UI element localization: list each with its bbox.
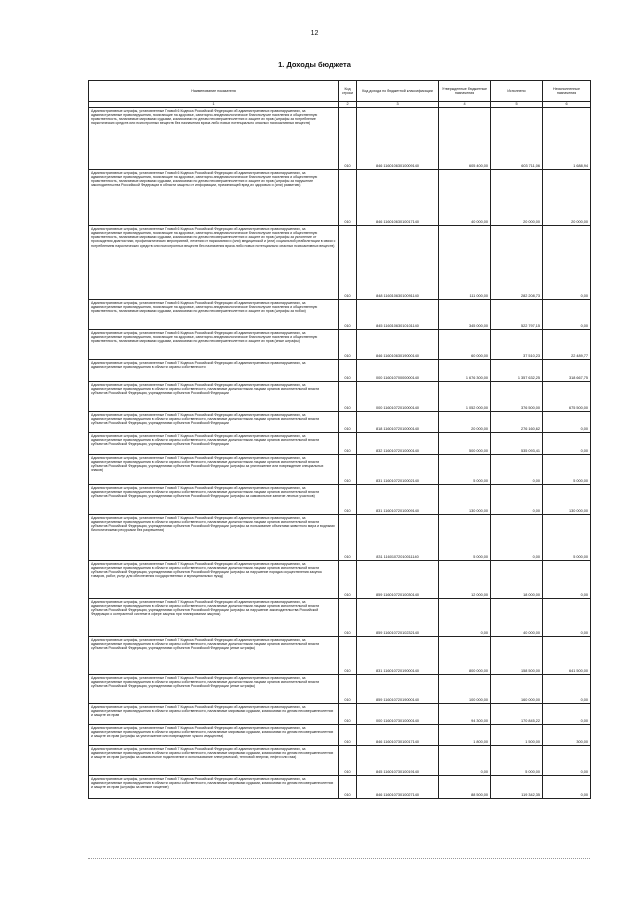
table-row xyxy=(89,382,591,412)
row-executed-cell: 20 000,00 xyxy=(491,170,543,226)
row-classification-code-cell: 831 11601072010011140 xyxy=(357,515,439,561)
row-classification-code-cell: 846 11601063010009140 xyxy=(357,108,439,170)
table-row xyxy=(89,170,591,226)
row-classification-code-cell: 831 11601072010002140 xyxy=(357,455,439,485)
row-unexecuted-cell: 5 000,00 xyxy=(543,515,591,561)
row-line-code-cell: 010 xyxy=(339,433,357,455)
row-classification-code-cell: 859 11601072010232140 xyxy=(357,599,439,637)
row-unexecuted-cell: 0,00 xyxy=(543,675,591,704)
row-name-cell: Административные штрафы, установленные Главой 7 Кодекса Российской Федерации об административных правонарушениях, за административные правонарушения в области охраны собственности, налагаемые должностными лицами органов исполнительной власти субъектов Российской Федерации, учреждениями субъектов Российской Федерации xyxy=(89,433,339,455)
header-line-code: Код строки xyxy=(339,81,357,102)
row-line-code-cell: 010 xyxy=(339,515,357,561)
row-approved-cell: 0,00 xyxy=(439,599,491,637)
row-executed-cell: 0,00 xyxy=(491,455,543,485)
table-row xyxy=(89,725,591,746)
row-executed-cell: 5 000,00 xyxy=(491,746,543,776)
row-approved-cell: 94 300,00 xyxy=(439,704,491,725)
table-row xyxy=(89,704,591,725)
table-row xyxy=(89,599,591,637)
row-unexecuted-cell: 1 688,94 xyxy=(543,108,591,170)
table-row xyxy=(89,300,591,330)
row-classification-code-cell: 859 11601072010030140 xyxy=(357,561,439,599)
row-executed-cell: 276 160,62 xyxy=(491,412,543,433)
row-classification-code-cell: 000 11601070000000140 xyxy=(357,360,439,382)
row-executed-cell: 0,00 xyxy=(491,485,543,515)
page-number: 12 xyxy=(310,30,319,37)
column-number: 1 xyxy=(89,102,339,108)
row-executed-cell: 603 711,06 xyxy=(491,108,543,170)
row-classification-code-cell: 846 11601063010017140 xyxy=(357,170,439,226)
revenue-table xyxy=(88,80,591,799)
row-line-code-cell: 010 xyxy=(339,382,357,412)
row-executed-cell: 376 500,00 xyxy=(491,382,543,412)
row-executed-cell: 119 342,35 xyxy=(491,776,543,799)
row-unexecuted-cell: 0,00 xyxy=(543,704,591,725)
row-name-cell: Административные штрафы, установленные Главой 6 Кодекса Российской Федерации об административных правонарушениях, за административные правонарушения, посягающие на здоровье, санитарно-эпидемиологическое благополучие населения и общественную нравственность, налагаемые мировыми судьями, комиссиями по делам несовершеннолетних и защите их прав (иные штрафы) xyxy=(89,330,339,360)
column-number: 3 xyxy=(357,102,439,108)
row-executed-cell: 40 000,00 xyxy=(491,599,543,637)
row-approved-cell: 1 676 300,00 xyxy=(439,360,491,382)
row-line-code-cell: 010 xyxy=(339,675,357,704)
row-classification-code-cell: 859 11601072019000140 xyxy=(357,675,439,704)
page-bottom-rule xyxy=(88,858,590,859)
row-name-cell: Административные штрафы, установленные Главой 7 Кодекса Российской Федерации об административных правонарушениях, за административные правонарушения в области охраны собственности, налагаемые должностными лицами органов исполнительной власти субъектов Российской Федерации, учреждениями субъектов Российской Федерации (штрафы за пользование объектами животного мира и водными биологическими ресурсами без разрешения) xyxy=(89,515,339,561)
table-row xyxy=(89,675,591,704)
row-approved-cell: 111 000,00 xyxy=(439,226,491,300)
row-executed-cell: 160 000,00 xyxy=(491,675,543,704)
row-line-code-cell: 010 xyxy=(339,485,357,515)
row-approved-cell: 605 400,00 xyxy=(439,108,491,170)
column-number: 4 xyxy=(439,102,491,108)
row-name-cell: Административные штрафы, установленные Главой 7 Кодекса Российской Федерации об административных правонарушениях, за административные правонарушения в области охраны собственности, налагаемые должностными лицами органов исполнительной власти субъектов Российской Федерации, учреждениями субъектов Российской Федерации xyxy=(89,412,339,433)
row-approved-cell: 800 000,00 xyxy=(439,637,491,675)
row-name-cell: Административные штрафы, установленные Главой 7 Кодекса Российской Федерации об административных правонарушениях, за административные правонарушения в области охраны собственности, налагаемые должностными лицами органов исполнительной власти субъектов Российской Федерации, учреждениями субъектов Российской Федерации xyxy=(89,382,339,412)
row-unexecuted-cell: 5 000,00 xyxy=(543,455,591,485)
table-row xyxy=(89,637,591,675)
row-line-code-cell: 010 xyxy=(339,725,357,746)
row-classification-code-cell: 846 11601063019000140 xyxy=(357,330,439,360)
row-unexecuted-cell: 641 500,00 xyxy=(543,637,591,675)
row-line-code-cell: 010 xyxy=(339,776,357,799)
row-name-cell: Административные штрафы, установленные Главой 7 Кодекса Российской Федерации об административных правонарушениях, за административные правонарушения в области охраны собственности, налагаемые должностными лицами органов исполнительной власти субъектов Российской Федерации, учреждениями субъектов Российской Федерации (штрафы за нарушение законодательства Российской Федерации о контрактной системе в сфере закупок при планировании закупок) xyxy=(89,599,339,637)
row-name-cell: Административные штрафы, установленные Главой 6 Кодекса Российской Федерации об административных правонарушениях, за административные правонарушения, посягающие на здоровье, санитарно-эпидемиологическое благополучие населения и общественную нравственность, налагаемые мировыми судьями, комиссиями по делам несовершеннолетних и защите их прав (штрафы за побои) xyxy=(89,300,339,330)
row-approved-cell: 5 000,00 xyxy=(439,515,491,561)
table-row xyxy=(89,561,591,599)
row-unexecuted-cell: 0,00 xyxy=(543,433,591,455)
row-classification-code-cell: 845 11601063010101140 xyxy=(357,300,439,330)
row-name-cell: Административные штрафы, установленные Главой 7 Кодекса Российской Федерации об административных правонарушениях, за административные правонарушения в области охраны собственности, налагаемые мировыми судьями, комиссиями по делам несовершеннолетних и защите их прав xyxy=(89,704,339,725)
row-name-cell: Административные штрафы, установленные Главой 7 Кодекса Российской Федерации об административных правонарушениях, за административные правонарушения в области охраны собственности, налагаемые мировыми судьями, комиссиями по делам несовершеннолетних и защите их прав (штрафы за мелкое хищение) xyxy=(89,776,339,799)
row-line-code-cell: 010 xyxy=(339,226,357,300)
row-name-cell: Административные штрафы, установленные Главой 7 Кодекса Российской Федерации об административных правонарушениях, за административные правонарушения в области охраны собственности, налагаемые должностными лицами органов исполнительной власти субъектов Российской Федерации, учреждениями субъектов Российской Федерации (штрафы за самовольное занятие лесных участков) xyxy=(89,485,339,515)
row-unexecuted-cell: 300,00 xyxy=(543,725,591,746)
header-budget-classification-code: Код дохода по бюджетной классификации xyxy=(357,81,439,102)
row-approved-cell: 60 000,00 xyxy=(439,330,491,360)
header-executed: Исполнено xyxy=(491,81,543,102)
table-row xyxy=(89,433,591,455)
row-unexecuted-cell: 318 667,75 xyxy=(543,360,591,382)
row-approved-cell: 0,00 xyxy=(439,746,491,776)
row-classification-code-cell: 818 11601072010000140 xyxy=(357,412,439,433)
row-unexecuted-cell: 0,00 xyxy=(543,746,591,776)
row-classification-code-cell: 846 11601073010017140 xyxy=(357,725,439,746)
row-line-code-cell: 010 xyxy=(339,704,357,725)
row-line-code-cell: 010 xyxy=(339,746,357,776)
row-name-cell: Административные штрафы, установленные Главой 7 Кодекса Российской Федерации об административных правонарушениях, за административные правонарушения в области охраны собственности xyxy=(89,360,339,382)
row-classification-code-cell: 831 11601072019000140 xyxy=(357,637,439,675)
row-approved-cell: 500 000,00 xyxy=(439,433,491,455)
table-row xyxy=(89,776,591,799)
table-row xyxy=(89,226,591,300)
row-line-code-cell: 010 xyxy=(339,300,357,330)
row-executed-cell: 158 500,00 xyxy=(491,637,543,675)
row-approved-cell: 1 800,00 xyxy=(439,725,491,746)
table-body xyxy=(89,108,591,799)
row-name-cell: Административные штрафы, установленные Главой 6 Кодекса Российской Федерации об административных правонарушениях, за административные правонарушения, посягающие на здоровье, санитарно-эпидемиологическое благополучие населения и общественную нравственность, налагаемые мировыми судьями, комиссиями по делам несовершеннолетних и защите их прав (штрафы за уклонение от прохождения диагностики, профилактических мероприятий, лечения от наркомании и (или) медицинской и (или) социальной реабилитации в связи с потреблением наркотических средств или психотропных веществ без назначения врача либо новых потенциально опасных психоактивных веществ) xyxy=(89,226,339,300)
row-approved-cell: 20 000,00 xyxy=(439,412,491,433)
row-executed-cell: 0,00 xyxy=(491,515,543,561)
table-row xyxy=(89,108,591,170)
header-approved-assignments: Утвержденные бюджетные назначения xyxy=(439,81,491,102)
row-classification-code-cell: 848 11601063010091140 xyxy=(357,226,439,300)
row-executed-cell: 1 357 632,25 xyxy=(491,360,543,382)
row-name-cell: Административные штрафы, установленные Главой 7 Кодекса Российской Федерации об административных правонарушениях, за административные правонарушения в области охраны собственности, налагаемые мировыми судьями, комиссиями по делам несовершеннолетних и защите их прав (штрафы за самовольное подключение и использование электрической, тепловой энергии, нефти или газа) xyxy=(89,746,339,776)
column-number: 2 xyxy=(339,102,357,108)
table-row xyxy=(89,330,591,360)
row-name-cell: Административные штрафы, установленные Главой 7 Кодекса Российской Федерации об административных правонарушениях, за административные правонарушения в области охраны собственности, налагаемые должностными лицами органов исполнительной власти субъектов Российской Федерации, учреждениями субъектов Российской Федерации (штрафы за уничтожение или повреждение специальных знаков) xyxy=(89,455,339,485)
row-approved-cell: 88 500,00 xyxy=(439,776,491,799)
row-approved-cell: 5 000,00 xyxy=(439,455,491,485)
row-name-cell: Административные штрафы, установленные Главой 7 Кодекса Российской Федерации об административных правонарушениях, за административные правонарушения в области охраны собственности, налагаемые должностными лицами органов исполнительной власти субъектов Российской Федерации, учреждениями субъектов Российской Федерации (штрафы за нарушение порядка осуществления закупок товаров, работ, услуг для обеспечения государственных и муниципальных нужд) xyxy=(89,561,339,599)
row-line-code-cell: 010 xyxy=(339,561,357,599)
row-line-code-cell: 010 xyxy=(339,360,357,382)
table-row xyxy=(89,746,591,776)
row-approved-cell: 1 052 000,00 xyxy=(439,382,491,412)
row-name-cell: Административные штрафы, установленные Главой 7 Кодекса Российской Федерации об административных правонарушениях, за административные правонарушения в области охраны собственности, налагаемые мировыми судьями, комиссиями по делам несовершеннолетних и защите их прав (штрафы за уничтожение или повреждение чужого имущества) xyxy=(89,725,339,746)
row-approved-cell: 40 000,00 xyxy=(439,170,491,226)
row-line-code-cell: 010 xyxy=(339,412,357,433)
row-approved-cell: 130 000,00 xyxy=(439,485,491,515)
row-approved-cell: 100 000,00 xyxy=(439,675,491,704)
table-row xyxy=(89,515,591,561)
row-classification-code-cell: 000 11601073010000140 xyxy=(357,704,439,725)
row-name-cell: Административные штрафы, установленные Главой 6 Кодекса Российской Федерации об административных правонарушениях, за административные правонарушения, посягающие на здоровье, санитарно-эпидемиологическое благополучие населения и общественную нравственность, налагаемые мировыми судьями, комиссиями по делам несовершеннолетних и защите их прав (штрафы за нарушение законодательства Российской Федерации в области защиты от информации, причиняющей вред их здоровью и (или) развитию) xyxy=(89,170,339,226)
row-unexecuted-cell: 675 500,00 xyxy=(543,382,591,412)
row-executed-cell: 18 000,00 xyxy=(491,561,543,599)
row-name-cell: Административные штрафы, установленные Главой 7 Кодекса Российской Федерации об административных правонарушениях, за административные правонарушения в области охраны собственности, налагаемые должностными лицами органов исполнительной власти субъектов Российской Федерации, учреждениями субъектов Российской Федерации (иные штрафы) xyxy=(89,637,339,675)
section-title: 1. Доходы бюджета xyxy=(278,60,351,69)
table-row xyxy=(89,485,591,515)
row-line-code-cell: 010 xyxy=(339,108,357,170)
table-row xyxy=(89,412,591,433)
row-classification-code-cell: 845 11601073010019140 xyxy=(357,746,439,776)
table-row xyxy=(89,360,591,382)
row-unexecuted-cell: 0,00 xyxy=(543,776,591,799)
row-unexecuted-cell: 130 000,00 xyxy=(543,485,591,515)
row-classification-code-cell: 831 11601072010009140 xyxy=(357,485,439,515)
row-line-code-cell: 010 xyxy=(339,330,357,360)
row-approved-cell: 12 000,00 xyxy=(439,561,491,599)
row-classification-code-cell: 846 11601073010027140 xyxy=(357,776,439,799)
column-number: 6 xyxy=(543,102,591,108)
row-line-code-cell: 010 xyxy=(339,637,357,675)
row-unexecuted-cell: 0,00 xyxy=(543,300,591,330)
table-row xyxy=(89,455,591,485)
row-unexecuted-cell: 20 000,00 xyxy=(543,170,591,226)
table-header-row xyxy=(89,81,591,102)
row-executed-cell: 1 500,00 xyxy=(491,725,543,746)
row-executed-cell: 522 797,15 xyxy=(491,300,543,330)
row-classification-code-cell: 832 11601072010000140 xyxy=(357,433,439,455)
row-unexecuted-cell: 0,00 xyxy=(543,226,591,300)
header-indicator-name: Наименование показателя xyxy=(89,81,339,102)
row-name-cell: Административные штрафы, установленные Главой 7 Кодекса Российской Федерации об административных правонарушениях, за административные правонарушения в области охраны собственности, налагаемые должностными лицами органов исполнительной власти субъектов Российской Федерации, учреждениями субъектов Российской Федерации (иные штрафы) xyxy=(89,675,339,704)
header-unexecuted-assignments: Неисполненные назначения xyxy=(543,81,591,102)
row-executed-cell: 535 093,41 xyxy=(491,433,543,455)
row-executed-cell: 37 510,23 xyxy=(491,330,543,360)
column-number: 5 xyxy=(491,102,543,108)
row-executed-cell: 170 845,22 xyxy=(491,704,543,725)
row-unexecuted-cell: 0,00 xyxy=(543,561,591,599)
row-classification-code-cell: 000 11601072010000140 xyxy=(357,382,439,412)
row-line-code-cell: 010 xyxy=(339,455,357,485)
row-unexecuted-cell: 22 489,77 xyxy=(543,330,591,360)
row-unexecuted-cell: 0,00 xyxy=(543,412,591,433)
row-line-code-cell: 010 xyxy=(339,599,357,637)
row-approved-cell: 345 000,00 xyxy=(439,300,491,330)
row-unexecuted-cell: 0,00 xyxy=(543,599,591,637)
row-name-cell: Административные штрафы, установленные Главой 6 Кодекса Российской Федерации об административных правонарушениях, за административные правонарушения, посягающие на здоровье, санитарно-эпидемиологическое благополучие населения и общественную нравственность, налагаемые мировыми судьями, комиссиями по делам несовершеннолетних и защите их прав (штрафы за потребление наркотических средств или психотропных веществ без назначения врача либо новых потенциально опасных психоактивных веществ) xyxy=(89,108,339,170)
row-executed-cell: 282 208,73 xyxy=(491,226,543,300)
row-line-code-cell: 010 xyxy=(339,170,357,226)
